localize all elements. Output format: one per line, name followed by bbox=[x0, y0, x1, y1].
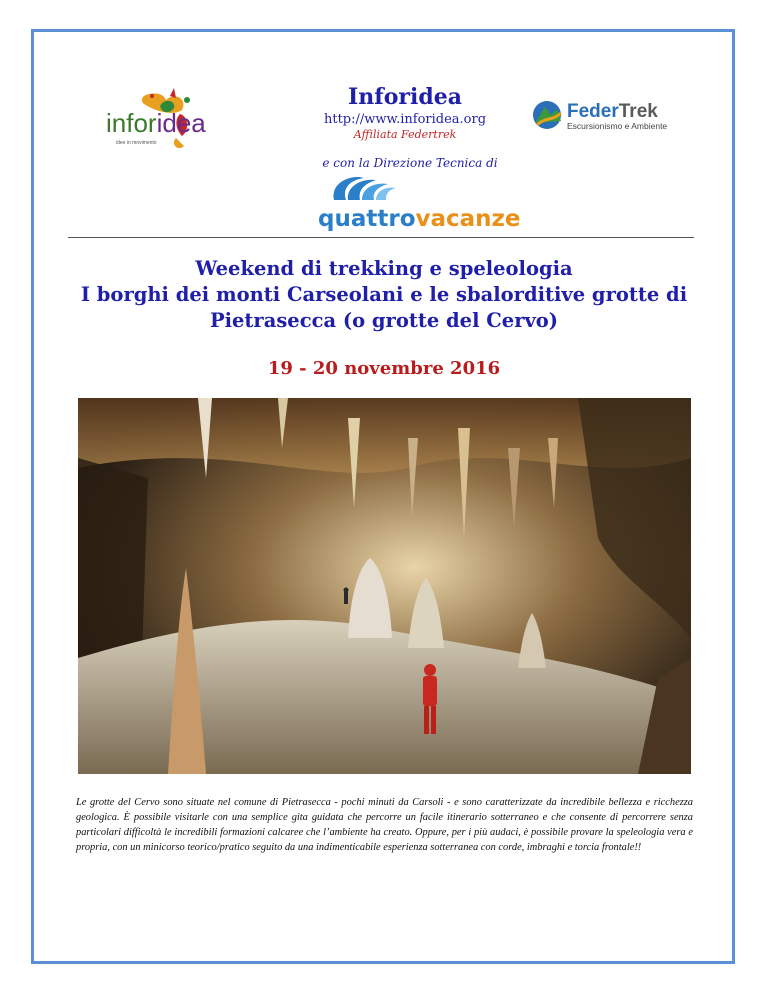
affiliation: Affiliata Federtrek bbox=[353, 128, 457, 141]
cave-photo bbox=[78, 398, 691, 774]
title-line-2: I borghi dei monti Carseolani e le sbalorditive grotte di bbox=[80, 283, 688, 306]
org-name: Inforidea bbox=[347, 84, 462, 110]
event-title bbox=[64, 256, 704, 334]
event-date: 19 - 20 novembre 2016 bbox=[267, 358, 501, 379]
federtrek-emblem-icon bbox=[533, 101, 561, 129]
federtrek-text: FederTrek bbox=[567, 101, 658, 122]
title-line-3: Pietrasecca (o grotte del Cervo) bbox=[209, 309, 559, 332]
technical-direction-label: e con la Direzione Tecnica di bbox=[322, 156, 498, 170]
title-line-1: Weekend di trekking e speleologia bbox=[195, 257, 573, 280]
inforidea-tagline: idee in movimento bbox=[116, 140, 157, 146]
federtrek-tagline: Escursionismo e Ambiente bbox=[567, 121, 668, 131]
quattrovacanze-logo bbox=[312, 172, 522, 234]
org-url[interactable]: http://www.inforidea.org bbox=[323, 112, 487, 127]
inforidea-logo bbox=[104, 86, 250, 156]
inforidea-logo-text: inforidea bbox=[106, 108, 206, 138]
wave-icon bbox=[334, 177, 396, 200]
header-divider bbox=[68, 237, 694, 238]
federtrek-logo bbox=[531, 95, 687, 139]
photo-caption: Le grotte del Cervo sono situate nel comune di Pietrasecca - pochi minuti da Carsoli - e sono caratterizzate da incredibile bellezza e ricchezza geologica. È possibile visitarle con una semplice gita guidata che percorre un facile itinerario sotterraneo e che consente di percorrere senza particolari difficoltà le incredibili formazioni calcaree che l’ambiente ha creato. Oppure, per i più audaci, è possibile provare la speleologia vera e propria, con un minicorso teorico/pratico seguito da una indimenticabile esperienza sotterranea con corde, imbraghi e torcia frontale!! bbox=[76, 797, 693, 853]
quattrovacanze-text: quattrovacanze bbox=[318, 206, 521, 232]
